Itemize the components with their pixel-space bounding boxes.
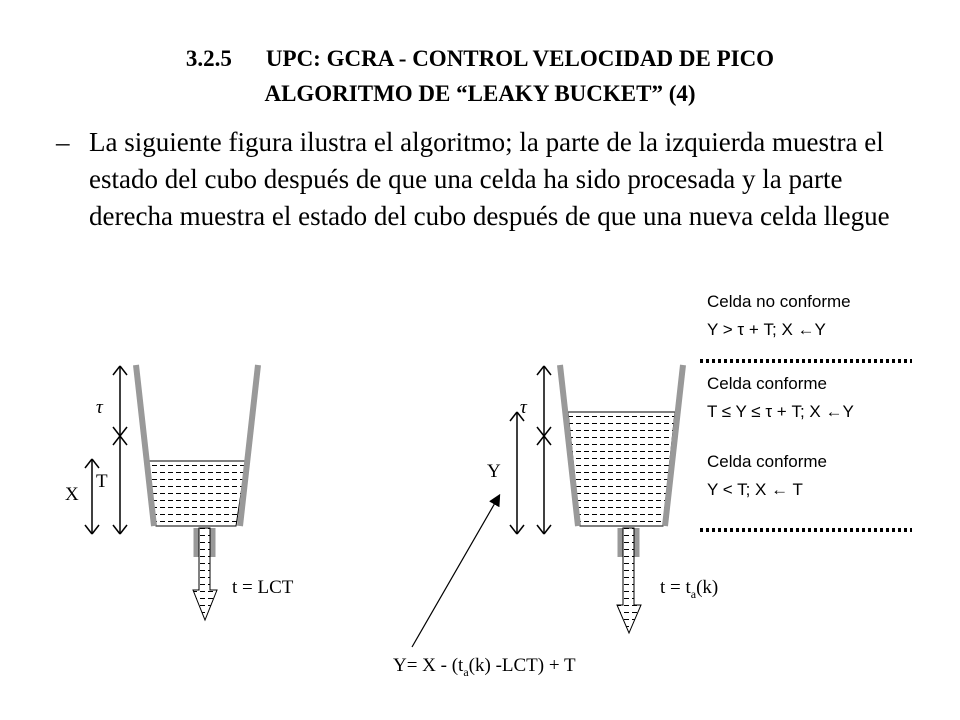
left-bucket-wall-right	[240, 365, 258, 526]
right-time-label: $t = t_a(k)$	[660, 577, 719, 601]
left-time-label: t = LCT	[232, 577, 294, 598]
right-dimension-lines	[510, 366, 551, 534]
rule2-condition: T ≤ Y ≤ τ + T; X ←Y	[707, 402, 854, 421]
rule2-title: Celda conforme	[707, 374, 828, 393]
rule3-condition: Y < T; X ← T	[707, 480, 803, 499]
formula-text: $Y= X - (t_a(k) -LCT) + T$	[393, 655, 576, 679]
conformance-rules	[700, 292, 912, 530]
left-x-label: X	[65, 484, 79, 505]
left-bucket-water	[148, 461, 246, 526]
right-bucket-water	[568, 412, 675, 526]
right-tau-label: τ	[520, 397, 527, 418]
rule3-title: Celda conforme	[707, 452, 828, 471]
title-text: UPC: GCRA - CONTROL VELOCIDAD DE PICO	[265, 46, 775, 71]
section-number: 3.2.5	[185, 46, 232, 71]
bullet-dash: –	[56, 127, 70, 157]
rule1-title: Celda no conforme	[707, 292, 851, 311]
left-dimension-lines	[85, 366, 127, 534]
left-bucket-wall-left	[136, 365, 154, 526]
formula-pointer-arrow	[412, 496, 499, 647]
left-tau-label: τ	[96, 397, 103, 418]
slide-title-line2: ALGORITMO DE “LEAKY BUCKET” (4)	[264, 81, 696, 106]
rule1-condition: Y > τ + T; X ←Y	[707, 320, 826, 339]
bullet-text: La siguiente figura ilustra el algoritmo; la parte de la izquierda muestra el estado del cubo después de que una celda ha sido procesada y la parte derecha muestra el estado del cubo después de que una nueva celda llegue	[89, 127, 890, 231]
left-t-label: T	[96, 471, 108, 492]
right-y-label: Y	[487, 461, 501, 482]
